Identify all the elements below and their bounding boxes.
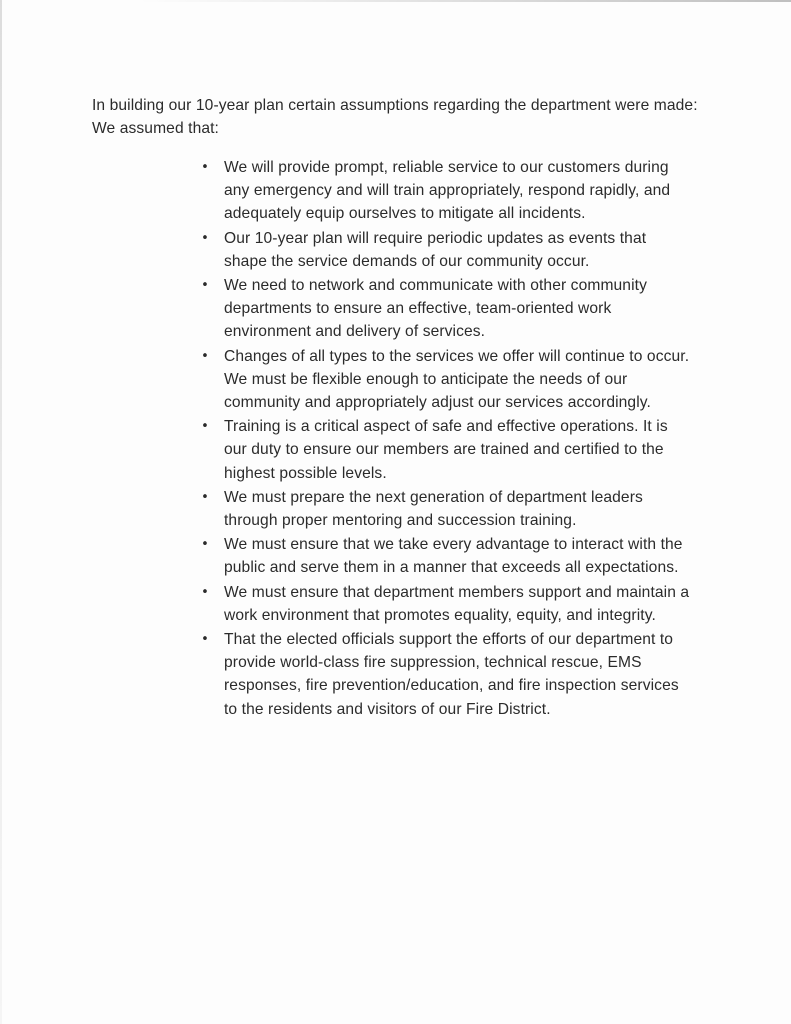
list-item [200, 345, 692, 415]
list-item [200, 486, 692, 532]
bullet-icon: • [201, 160, 209, 175]
bullet-icon: • [201, 278, 209, 294]
list-item [200, 274, 692, 344]
bullet-icon: • [201, 537, 209, 553]
list-item [200, 415, 692, 485]
assumption-text: Changes of all types to the services we offer will continue to occur. We must be flexible enough to anticipate the needs of our community and appropriately adjust our services accordingly. [224, 347, 690, 412]
bullet-icon: • [201, 632, 209, 648]
assumption-text: We will provide prompt, reliable service to our customers during any emergency and will train appropriately, respond rapidly, and adequately equip ourselves to mitigate all incidents. [224, 159, 671, 223]
list-item [200, 628, 692, 721]
scan-edge-left [0, 0, 2, 1024]
list-item [200, 227, 692, 273]
bullet-icon: • [201, 584, 209, 600]
bullet-icon: • [201, 419, 209, 435]
list-item [200, 156, 692, 226]
assumptions-list [200, 156, 692, 722]
list-item [200, 581, 692, 627]
assumption-text: We must ensure that department members support and maintain a work environment that promotes equality, equity, and integrity. [224, 583, 690, 624]
intro-paragraph: In building our 10-year plan certain assumptions regarding the department were made: We assumed that: [92, 97, 698, 137]
assumption-text: We must prepare the next generation of department leaders through proper mentoring and succession training. [224, 488, 643, 530]
list-item [200, 533, 692, 579]
assumption-text: Our 10-year plan will require periodic updates as events that shape the service demands of our community occur. [224, 229, 647, 270]
assumption-text: We must ensure that we take every advantage to interact with the public and serve them in a manner that exceeds all expectations. [224, 536, 683, 577]
scan-edge-top [140, 0, 791, 2]
bullet-icon: • [201, 489, 209, 505]
bullet-icon: • [201, 348, 209, 364]
bullet-icon: • [201, 230, 209, 246]
assumption-text: We need to network and communicate with other community departments to ensure an effective, team-oriented work environment and delivery of services. [224, 277, 647, 341]
assumption-text: Training is a critical aspect of safe and effective operations. It is our duty to ensure our members are trained and certified to the highest possible levels. [224, 418, 668, 482]
assumption-text: That the elected officials support the efforts of our department to provide world-class fire suppression, technical rescue, EMS responses, fire prevention/education, and fire inspection services to the residents and visitors of our Fire District. [224, 631, 679, 718]
